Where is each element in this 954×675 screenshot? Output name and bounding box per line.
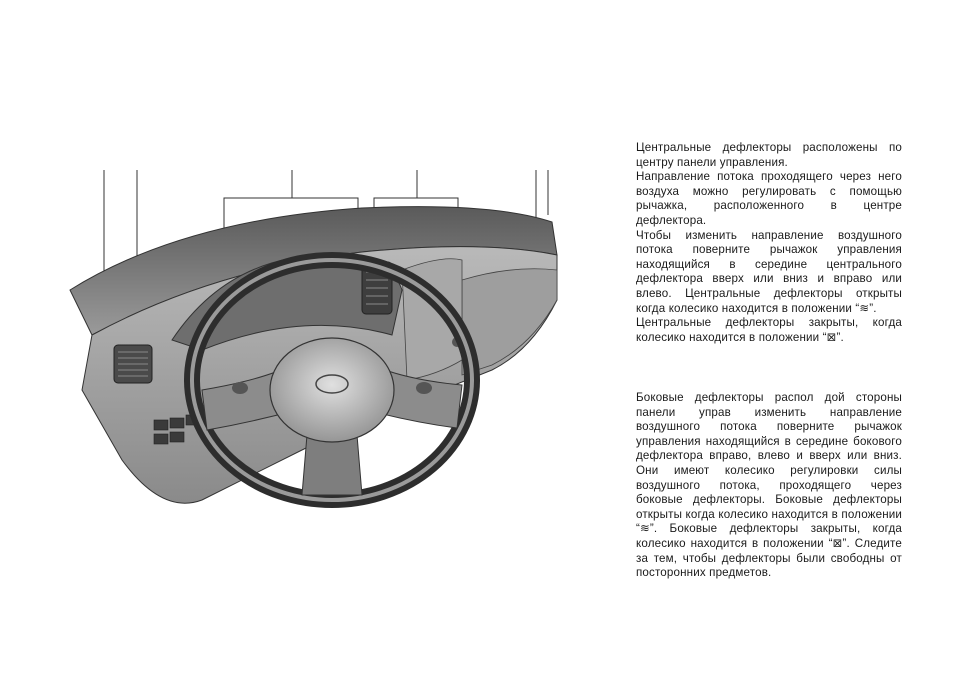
paragraph: Чтобы изменить направление воздушного потока поверните рычажок управления находящийся в середине центрального дефлектора вверх или вниз и вправо или влево. Центральные дефлекторы открыты когда колесико находится в положении “≋”. — [636, 228, 902, 315]
side-deflectors-text — [636, 391, 902, 581]
paragraph: Боковые дефлекторы распол дой стороны панели управ изменить направление воздушного потока поверните рычажок управления находящийся в середине бокового дефлектора вправо, влево и вверх или вниз. Они имеют колесико регулировки силы воздушного потока, проходящего через боковые дефлекторы. Боковые дефлекторы открыты когда колесико находится в положении “≋”. Боковые дефлекторы закрыты, когда колесико находится в положении “⊠”. Следите за тем, чтобы дефлекторы были свободны от посторонних предметов. — [636, 391, 902, 580]
central-deflectors-text — [636, 141, 902, 345]
paragraph: Центральные дефлекторы закрыты, когда колесико находится в положении “⊠”. — [636, 316, 902, 344]
paragraph: Центральные дефлекторы расположены по центру панели управления. — [636, 141, 902, 169]
dashboard-illustration — [62, 160, 572, 520]
paragraph: Направление потока проходящего через него воздуха можно регулировать с помощью рычажка, расположенного в центре дефлектора. — [636, 170, 902, 227]
